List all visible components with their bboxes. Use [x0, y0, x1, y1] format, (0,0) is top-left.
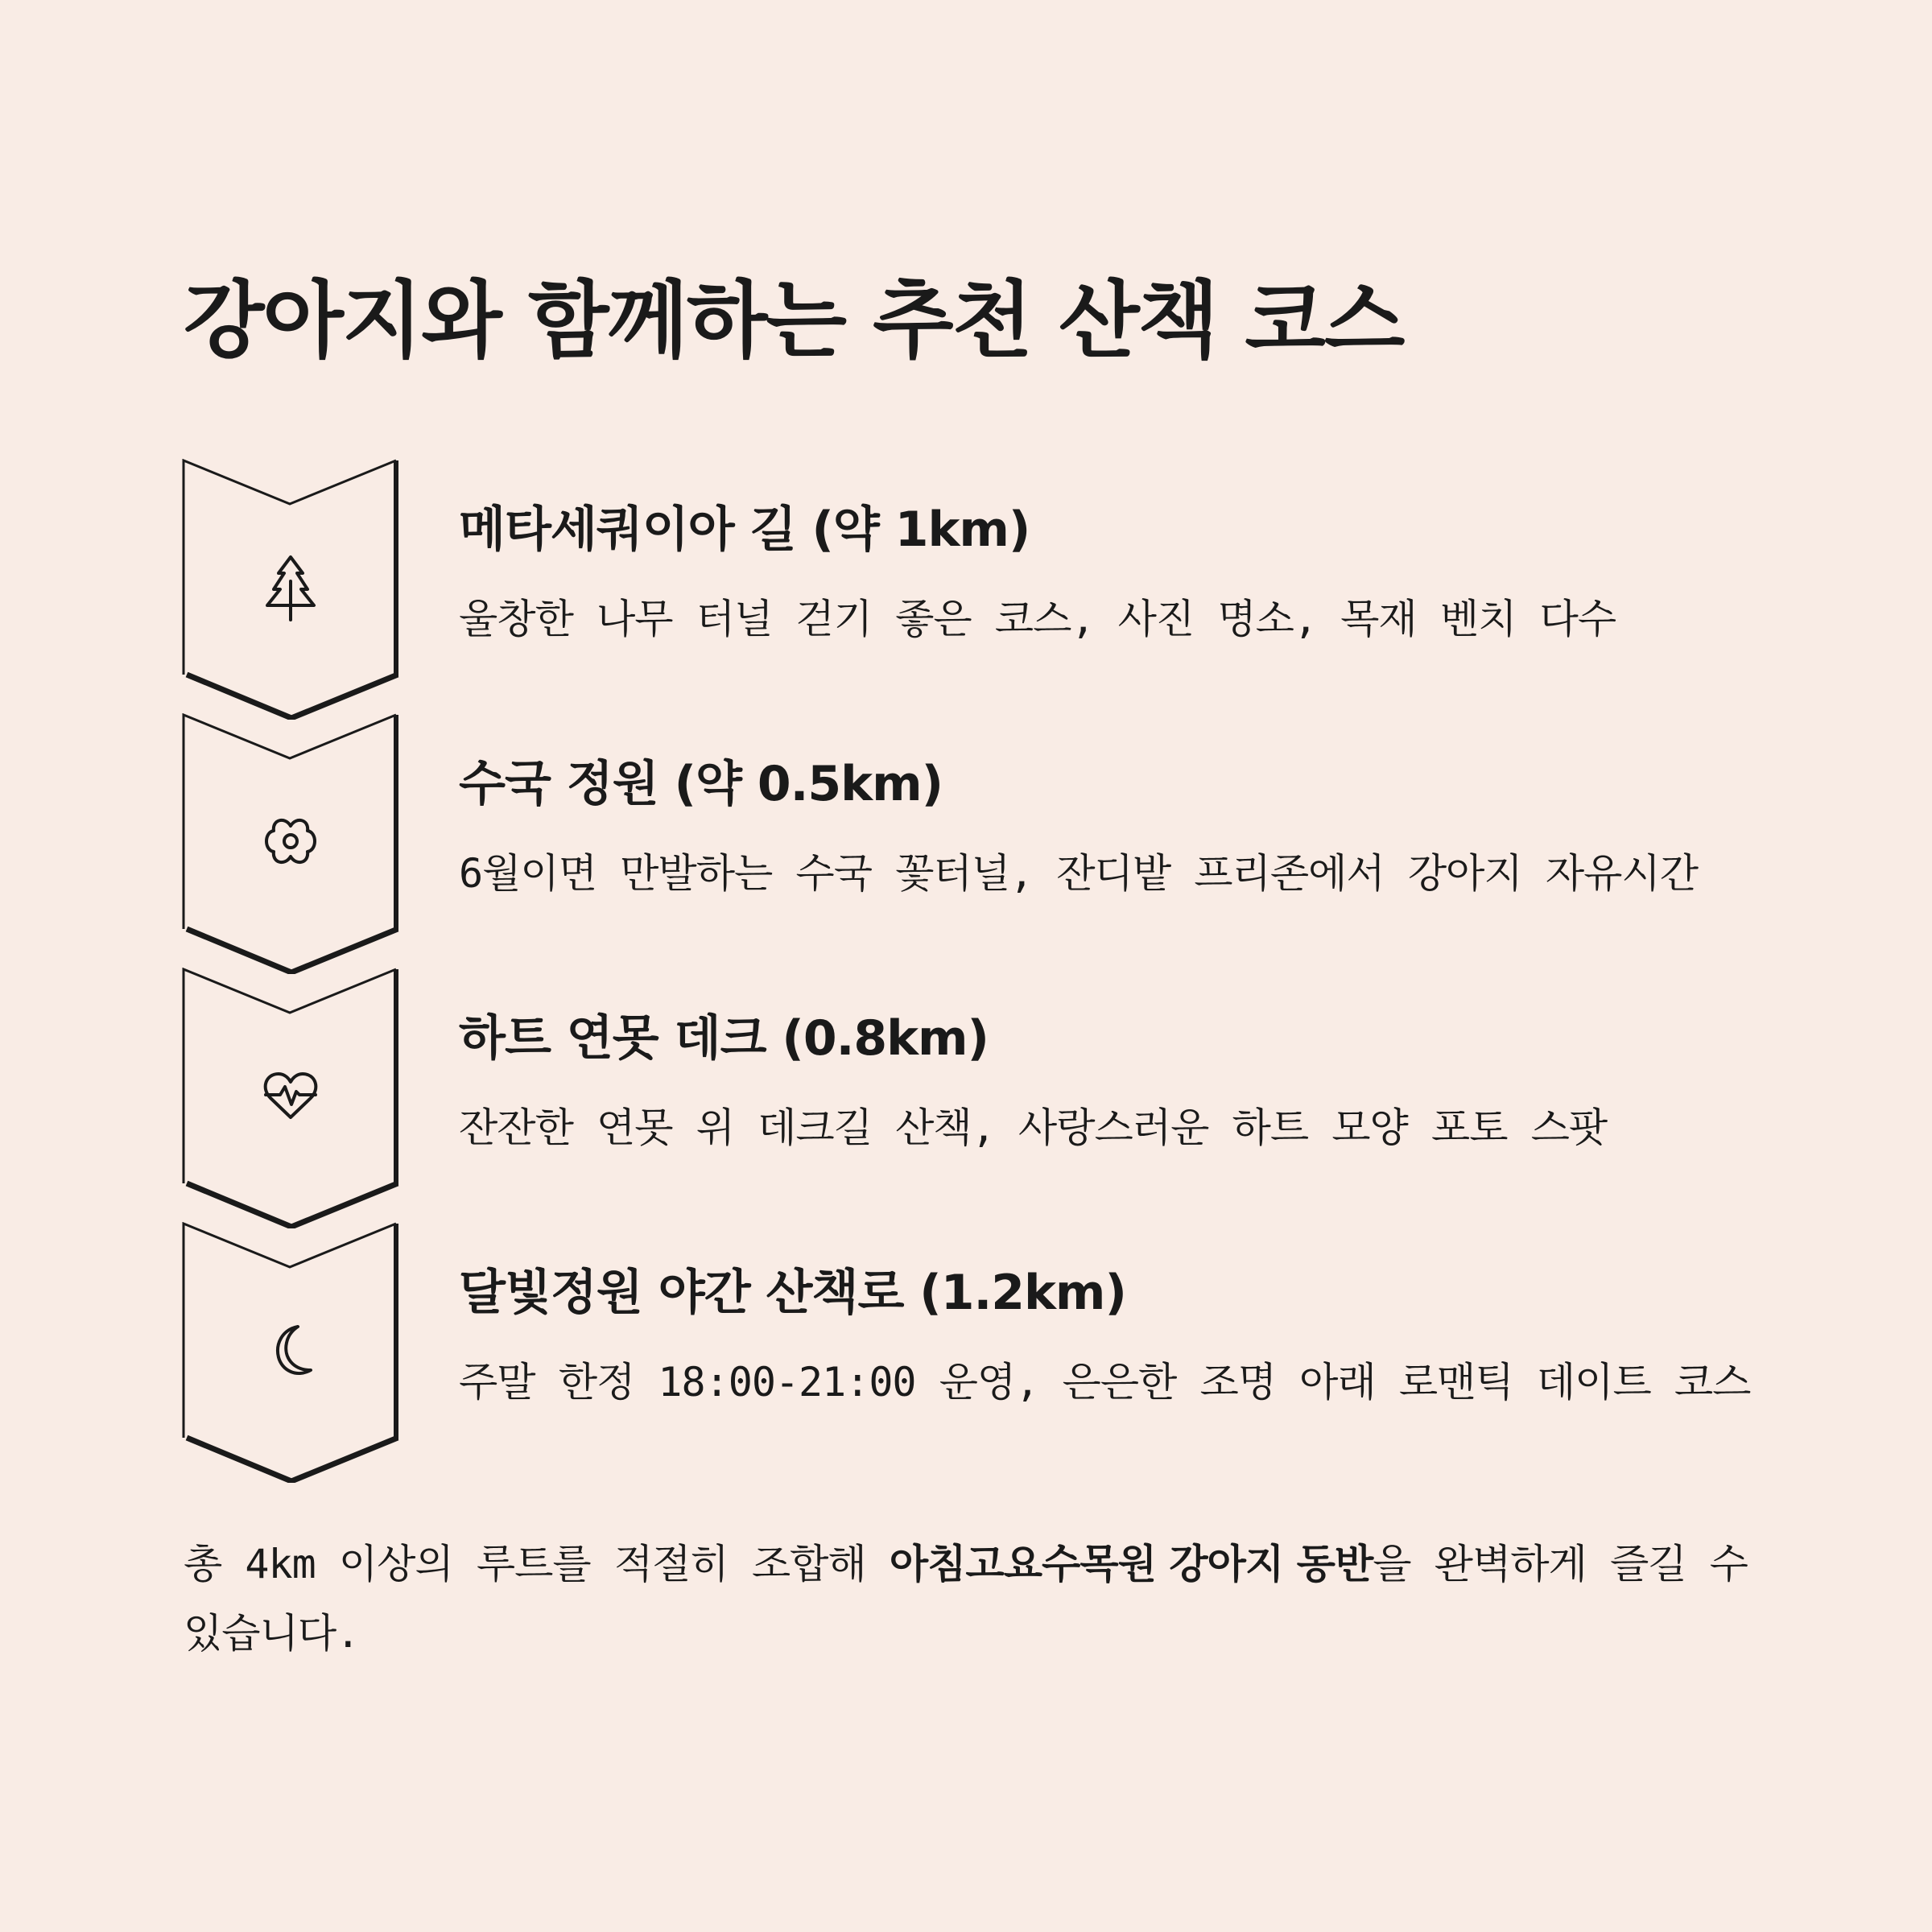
- course-name: 메타세쿼이아 길 (약 1km): [459, 502, 1030, 558]
- course-description: 울창한 나무 터널 걷기 좋은 코스, 사진 명소, 목재 벤치 다수: [459, 596, 1616, 642]
- chevron-badge: [182, 1222, 401, 1483]
- course-item-heart-pond: [182, 968, 1792, 1228]
- summary-emphasis: 아침고요수목원 강아지 동반: [889, 1541, 1373, 1587]
- course-name: 수국 정원 (약 0.5km): [459, 756, 943, 812]
- course-name: 하트 연못 데크 (0.8km): [459, 1010, 989, 1067]
- heartbeat-icon: [261, 1063, 320, 1130]
- flower-icon: [261, 808, 320, 876]
- summary-text-after: 을 완벽하게 즐길 수 있습니다.: [184, 1541, 1748, 1657]
- page-title: 강아지와 함께하는 추천 산책 코스: [184, 271, 1404, 369]
- tree-icon: [261, 554, 320, 621]
- chevron-badge: [182, 968, 401, 1228]
- summary-text: [184, 1530, 1761, 1668]
- course-name: 달빛정원 야간 산책로 (1.2km): [459, 1265, 1126, 1321]
- summary-text-before: 총 4km 이상의 루트를 적절히 조합해: [184, 1541, 890, 1587]
- course-description: 잔잔한 연못 위 데크길 산책, 사랑스러운 하트 모양 포토 스팟: [459, 1104, 1608, 1151]
- course-item-hydrangea: [182, 713, 1792, 974]
- course-item-metasequoia: [182, 459, 1792, 720]
- chevron-badge: [182, 459, 401, 720]
- chevron-badge: [182, 713, 401, 974]
- course-description: 주말 한정 18:00-21:00 운영, 은은한 조명 아래 로맨틱 데이트 코스: [459, 1359, 1751, 1406]
- course-item-moonlight-garden: [182, 1222, 1792, 1483]
- moon-icon: [261, 1317, 320, 1385]
- course-description: 6월이면 만발하는 수국 꽃터널, 잔디밭 프리존에서 강아지 자유시간: [459, 850, 1699, 897]
